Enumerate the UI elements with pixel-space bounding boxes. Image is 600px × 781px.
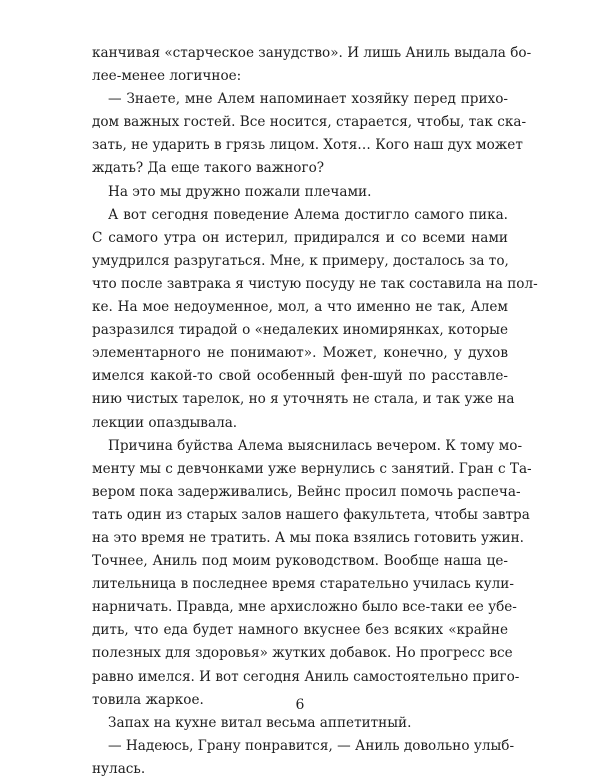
- text-line: лительница в последнее время старательно училась кули-: [92, 576, 514, 593]
- text-line: нию чистых тарелок, но я уточнять не стала, и так уже на: [92, 391, 515, 408]
- text-line: — Надеюсь, Грану понравится, — Аниль довольно улыб-: [108, 737, 515, 754]
- book-page-text: [92, 42, 538, 781]
- text-line: дить, что еда будет намного вкуснее без всяких «крайне: [92, 622, 508, 639]
- text-line: нулась.: [92, 760, 146, 777]
- text-line: ждать? Да еще такого важного?: [92, 160, 325, 177]
- text-line: Причина буйства Алема выяснилась вечером. К тому мо-: [108, 437, 523, 454]
- text-line: На это мы дружно пожали плечами.: [108, 183, 372, 200]
- text-line: Запах на кухне витал весьма аппетитный.: [108, 714, 412, 731]
- text-line: С самого утра он истерил, придирался и со всеми нами: [92, 229, 508, 246]
- text-line: элементарного не понимают». Может, конечно, у духов: [92, 345, 508, 362]
- text-line: вером пока задерживались, Вейнс просил помочь распеча-: [92, 483, 521, 500]
- text-line: равно имелся. И вот сегодня Аниль самостоятельно приго-: [92, 668, 520, 685]
- text-line: умудрился разругаться. Мне, к примеру, досталось за то,: [92, 252, 509, 269]
- text-line: канчивая «старческое занудство». И лишь Аниль выдала бо-: [92, 45, 532, 61]
- text-line: дом важных гостей. Все носится, старается, чтобы, так ска-: [92, 114, 527, 131]
- text-line: А вот сегодня поведение Алема достигло самого пика.: [108, 206, 508, 223]
- text-line: тать один из старых залов нашего факультета, чтобы завтра: [92, 506, 530, 523]
- text-line: зать, не ударить в грязь лицом. Хотя… Кого наш дух может: [92, 137, 523, 154]
- text-line: — Знаете, мне Алем напоминает хозяйку перед прихо-: [108, 91, 508, 108]
- text-line: нарничать. Правда, мне архисложно было все-таки ее убе-: [92, 599, 517, 616]
- text-line: полезных для здоровья» жутких добавок. Но прогресс все: [92, 645, 513, 662]
- page-number: 6: [295, 697, 305, 713]
- text-line: лекции опаздывала.: [92, 414, 238, 431]
- text-line: Точнее, Аниль под моим руководством. Вообще наша це-: [92, 553, 508, 570]
- text-line: ке. На мое недоуменное, мол, а что именно не так, Алем: [92, 299, 508, 316]
- text-line: имелся какой-то свой особенный фен-шуй по расставле-: [92, 368, 508, 385]
- text-line: что после завтрака я чистую посуду не так составила на пол-: [92, 275, 538, 292]
- text-line: на это время не тратить. А мы пока взялись готовить ужин.: [92, 529, 524, 546]
- text-line: разразился тирадой о «недалеких иномирянках, которые: [92, 322, 508, 339]
- text-line: менту мы с девчонками уже вернулись с занятий. Гран с Та-: [92, 460, 532, 477]
- text-line: лее-менее логичное:: [92, 68, 242, 85]
- text-line: товила жаркое.: [92, 691, 204, 708]
